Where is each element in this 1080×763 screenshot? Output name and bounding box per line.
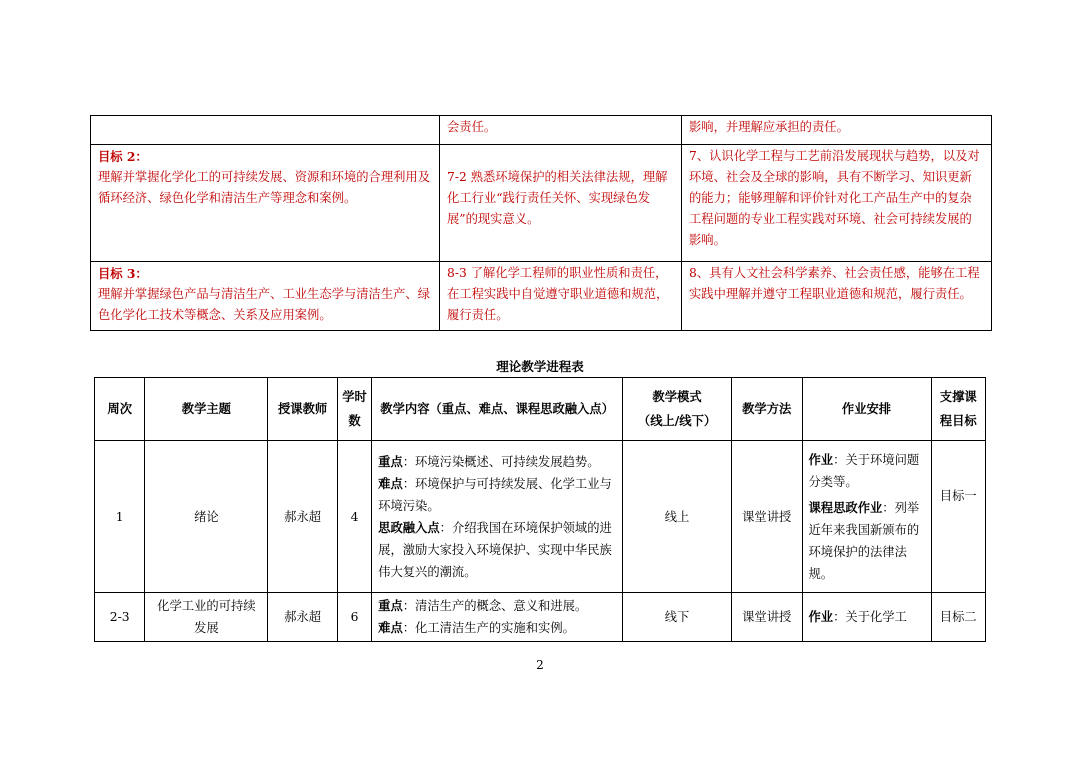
header-content: 教学内容（重点、难点、课程思政融入点） [372,378,623,441]
teacher-cell: 郝永超 [268,441,338,593]
teacher-cell: 郝永超 [268,593,338,642]
table-title: 理论教学进程表 [496,359,584,374]
header-mode-line1: 教学模式 [652,389,702,404]
header-homework: 作业安排 [802,378,931,441]
goal-cell: 目标一 [931,441,986,593]
homework-text: ：关于化学工 [833,610,907,624]
week-cell: 2-3 [95,593,145,642]
objectives-table [90,115,992,331]
table-header-row [95,378,986,441]
goal-cell: 目标二 [931,593,986,642]
topic-cell: 化学工业的可持续发展 [145,593,268,642]
ideology-homework-label: 课程思政作业 [808,499,883,515]
difficult-point-label: 难点 [378,620,403,635]
progress-table [94,377,986,642]
homework [809,449,925,493]
goal-text: 理解并掌握化学化工的可持续发展、资源和环境的合理利用及循环经济、绿色化学和清洁生产等理念和案例。 [98,170,431,205]
difficult-point [378,617,616,639]
goal-cell [91,116,440,145]
method-cell: 课堂讲授 [731,593,802,642]
header-mode-line2: （线上/线下） [637,413,717,428]
header-method: 教学方法 [731,378,802,441]
method-cell: 课堂讲授 [731,441,802,593]
key-point-label: 重点 [378,598,403,613]
graduation-requirement-cell: 7、认识化学工程与工艺前沿发展现状与趋势，以及对环境、社会及全球的影响，具有不断学习、知识更新的能力；能够理解和评价针对化工产品生产中的复杂工程问题的专业工程实践对环境、社会可持续发展的影响。 [682,145,992,262]
hours-cell: 4 [337,441,371,593]
goal-cell [91,262,440,331]
homework-label: 作业 [808,609,834,624]
topic-cell: 绪论 [145,441,268,593]
difficult-point [378,473,616,517]
hours-cell: 6 [337,593,371,642]
homework-cell [802,441,931,593]
graduation-requirement-cell: 8、具有人文社会科学素养、社会责任感，能够在工程实践中理解并遵守工程职业道德和规范，履行责任。 [682,262,992,331]
table-row [91,116,992,145]
content-cell [372,593,623,642]
homework-text: ：关于环境问题分类等。 [808,452,920,489]
mode-cell: 线上 [623,441,732,593]
graduation-requirement-cell: 影响，并理解应承担的责任。 [682,116,992,145]
difficult-point-text: ：环境保护与可持续发展、化学工业与环境污染。 [378,476,612,513]
course-point-cell: 7-2 熟悉环境保护的相关法律法规，理解化工行业“践行责任关怀、实现绿色发展”的现实意义。 [440,145,682,262]
header-teacher: 授课教师 [268,378,338,441]
page-number: 2 [536,658,544,672]
header-topic: 教学主题 [145,378,268,441]
homework-label: 作业 [808,451,834,467]
course-point-cell: 会责任。 [440,116,682,145]
table-row [91,145,992,262]
header-hours: 学时数 [337,378,371,441]
difficult-point-text: ：化工清洁生产的实施和实例。 [402,621,575,635]
key-point-text: ：环境污染概述、可持续发展趋势。 [402,454,600,469]
homework-cell [802,593,931,642]
content-cell [372,441,623,593]
key-point-label: 重点 [378,453,403,469]
week-cell: 1 [95,441,145,593]
ideology-homework [809,497,925,585]
key-point [378,451,616,473]
ideology-point-label: 思政融入点 [378,519,440,535]
goal-title: 目标 3： [98,266,148,281]
mode-cell: 线下 [623,593,732,642]
header-week: 周次 [95,378,145,441]
table-row [91,262,992,331]
goal-cell [91,145,440,262]
header-goal: 支撑课程目标 [931,378,986,441]
difficult-point-label: 难点 [378,475,403,491]
table-row [95,441,986,593]
ideology-point-text: ：介绍我国在环境保护领域的进展，激励大家投入环境保护、实现中华民族伟大复兴的潮流。 [378,520,612,579]
header-mode [623,378,732,441]
ideology-point [378,517,616,583]
course-point-cell: 8-3 了解化学工程师的职业性质和责任，在工程实践中自觉遵守职业道德和规范，履行责任。 [440,262,682,331]
goal-text: 理解并掌握绿色产品与清洁生产、工业生态学与清洁生产、绿色化学化工技术等概念、关系及应用案例。 [98,287,431,322]
ideology-homework-text: ：列举近年来我国新颁布的环境保护的法律法规。 [808,500,920,581]
key-point-text: ：清洁生产的概念、意义和进展。 [402,599,588,613]
table-row [95,593,986,642]
homework [809,606,925,628]
key-point [378,595,616,617]
goal-title: 目标 2： [98,149,148,164]
